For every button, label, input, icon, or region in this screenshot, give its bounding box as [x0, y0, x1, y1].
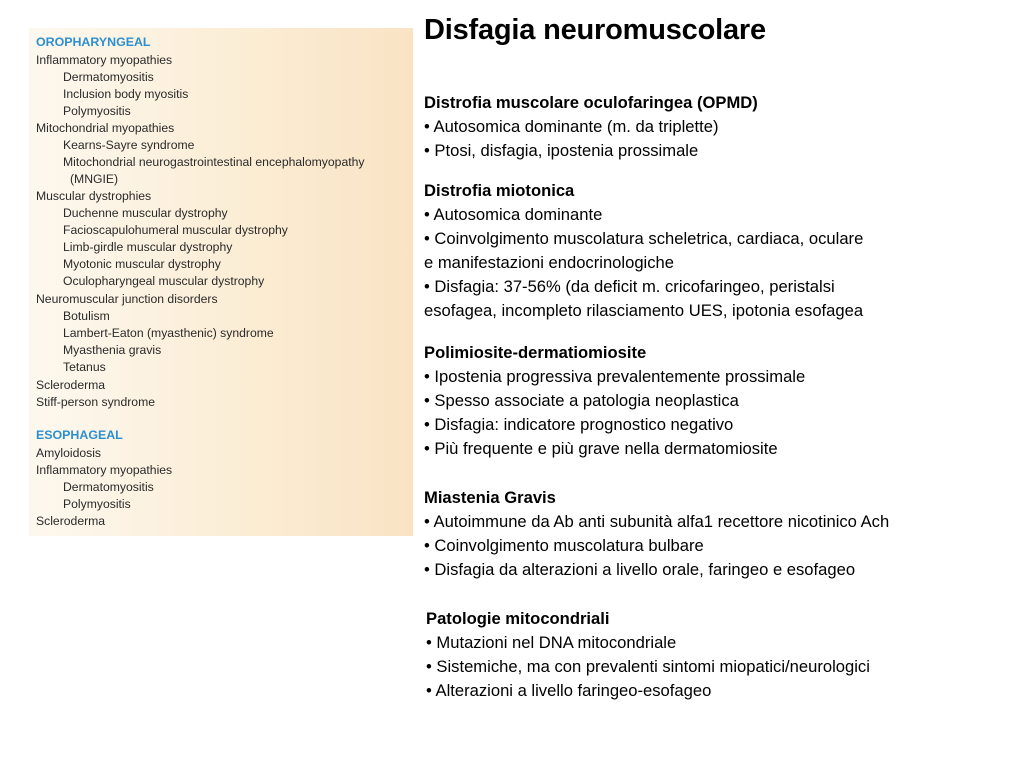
bullet-line: • Disfagia da alterazioni a livello orale, faringeo e esofageo: [424, 560, 856, 579]
bullet-line: • Coinvolgimento muscolatura bulbare: [424, 536, 704, 555]
bullet-line: • Sistemiche, ma con prevalenti sintomi miopatici/neurologici: [426, 657, 870, 676]
table-subitem: Limb-girdle muscular dystrophy: [63, 240, 233, 254]
table-subitem: Myotonic muscular dystrophy: [63, 257, 221, 271]
bullet-line: • Mutazioni nel DNA mitocondriale: [426, 633, 677, 652]
bullet-line: • Disfagia: 37-56% (da deficit m. cricofaringeo, peristalsi: [424, 277, 835, 296]
section-heading: Distrofia miotonica: [424, 181, 575, 200]
bullet-line: • Disfagia: indicatore prognostico negativo: [424, 415, 734, 434]
bullet-line-continued: e manifestazioni endocrinologiche: [424, 253, 674, 272]
table-subitem: Tetanus: [63, 360, 106, 374]
bullet-line: • Autosomica dominante (m. da triplette): [424, 117, 719, 136]
slide-title: Disfagia neuromuscolare: [424, 14, 766, 46]
section-heading: Distrofia muscolare oculofaringea (OPMD): [424, 93, 758, 112]
section-heading: Patologie mitocondriali: [426, 609, 610, 628]
table-subitem: Dermatomyositis: [63, 70, 154, 84]
esophageal-heading: ESOPHAGEAL: [36, 428, 123, 442]
table-subitem: Inclusion body myositis: [63, 87, 189, 101]
table-item: Scleroderma: [36, 514, 106, 528]
bullet-line: • Ipostenia progressiva prevalentemente prossimale: [424, 367, 806, 386]
table-subitem: Polymyositis: [63, 104, 131, 118]
table-subitem: Polymyositis: [63, 497, 131, 511]
table-subitem: Facioscapulohumeral muscular dystrophy: [63, 223, 288, 237]
table-subitem: Mitochondrial neurogastrointestinal encephalomyopathy: [63, 155, 365, 169]
table-item: Muscular dystrophies: [36, 189, 152, 203]
table-item: Stiff-person syndrome: [36, 395, 155, 409]
table-item: Mitochondrial myopathies: [36, 121, 175, 135]
table-subitem: Botulism: [63, 309, 110, 323]
table-subitem: Oculopharyngeal muscular dystrophy: [63, 274, 265, 288]
bullet-line: • Ptosi, disfagia, ipostenia prossimale: [424, 141, 699, 160]
bullet-line-continued: esofagea, incompleto rilasciamento UES, ipotonia esofagea: [424, 301, 864, 320]
table-item: Neuromuscular junction disorders: [36, 292, 218, 306]
table-subitem: Lambert-Eaton (myasthenic) syndrome: [63, 326, 274, 340]
table-subitem: Myasthenia gravis: [63, 343, 162, 357]
bullet-line: • Più frequente e più grave nella dermatomiosite: [424, 439, 778, 458]
oropharyngeal-heading: OROPHARYNGEAL: [36, 35, 151, 49]
bullet-line: • Alterazioni a livello faringeo-esofageo: [426, 681, 712, 700]
bullet-line: • Spesso associate a patologia neoplastica: [424, 391, 739, 410]
table-subitem: Duchenne muscular dystrophy: [63, 206, 228, 220]
table-item: Inflammatory myopathies: [36, 53, 173, 67]
table-subitem-continued: (MNGIE): [70, 172, 119, 186]
bullet-line: • Autosomica dominante: [424, 205, 603, 224]
section-heading: Miastenia Gravis: [424, 488, 556, 507]
causes-table: [29, 28, 413, 536]
table-item: Inflammatory myopathies: [36, 463, 173, 477]
section-heading: Polimiosite-dermatiomiosite: [424, 343, 647, 362]
table-subitem: Kearns-Sayre syndrome: [63, 138, 195, 152]
table-subitem: Dermatomyositis: [63, 480, 154, 494]
bullet-line: • Autoimmune da Ab anti subunità alfa1 recettore nicotinico Ach: [424, 512, 890, 531]
bullet-line: • Coinvolgimento muscolatura scheletrica, cardiaca, oculare: [424, 229, 864, 248]
table-item: Amyloidosis: [36, 446, 102, 460]
table-item: Scleroderma: [36, 378, 106, 392]
